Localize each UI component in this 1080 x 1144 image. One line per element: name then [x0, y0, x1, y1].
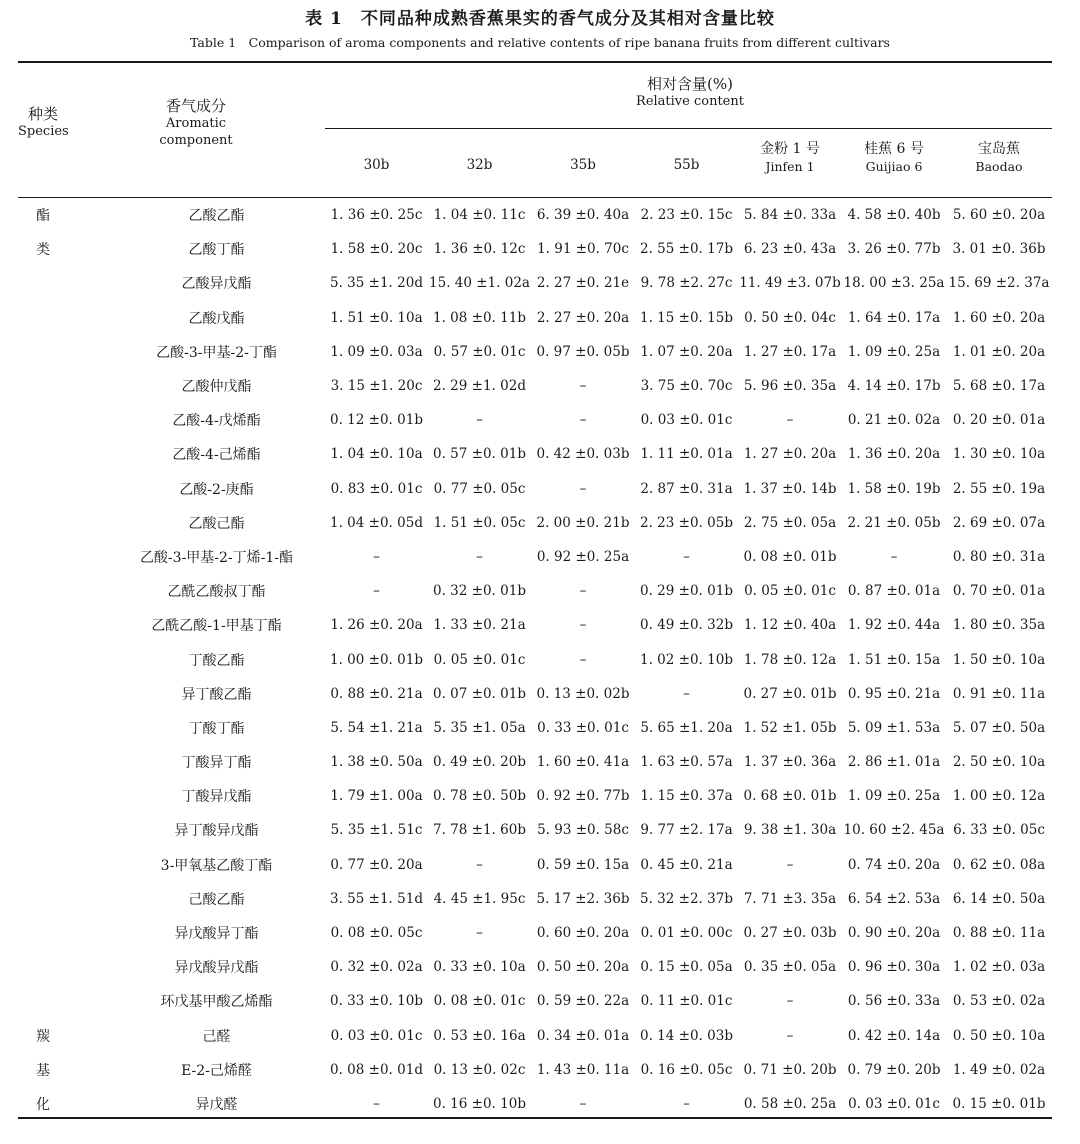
value-cell: 0. 77 ±0. 20a: [330, 856, 423, 873]
species-header-zh: 种类: [27, 105, 58, 123]
table-row: [18, 472, 1052, 506]
value-cell: 0. 15 ±0. 05a: [640, 959, 733, 976]
value-cell: 0. 03 ±0. 01c: [640, 412, 733, 429]
component-cell: 丁酸异丁酯: [181, 755, 252, 772]
value-cell: 5. 32 ±2. 37b: [640, 890, 733, 907]
value-cell: 9. 77 ±2. 17a: [640, 822, 733, 839]
value-cell: 2. 23 ±0. 05b: [640, 514, 733, 531]
species-cell: [18, 266, 108, 300]
value-cell: 3. 55 ±1. 51d: [330, 890, 423, 907]
value-cell: 0. 21 ±0. 02a: [847, 412, 941, 429]
value-cell: 3. 01 ±0. 36b: [952, 241, 1046, 258]
table-row: [18, 882, 1052, 916]
component-cell: 异丁酸乙酯: [181, 686, 252, 703]
value-cell: 2. 75 ±0. 05a: [743, 514, 837, 531]
component-cell: 异戊酸异戊酯: [174, 960, 259, 977]
value-cell: 1. 80 ±0. 35a: [952, 617, 1046, 634]
value-cell: 2. 29 ±1. 02d: [433, 378, 526, 395]
col-head-jinfen: [738, 140, 842, 176]
value-cell: –: [683, 685, 690, 702]
value-cell: 0. 16 ±0. 05c: [640, 1061, 733, 1078]
value-cell: –: [786, 1027, 794, 1044]
value-cell: 10. 60 ±2. 45a: [843, 822, 945, 839]
value-cell: 1. 49 ±0. 02a: [952, 1061, 1046, 1078]
value-cell: 5. 96 ±0. 35a: [743, 378, 837, 395]
value-cell: 2. 27 ±0. 21e: [536, 275, 630, 292]
value-cell: –: [683, 1095, 690, 1112]
value-cell: 0. 77 ±0. 05c: [433, 480, 526, 497]
relative-content-header: [560, 76, 820, 110]
value-cell: 3. 15 ±1. 20c: [330, 378, 423, 395]
value-cell: 1. 58 ±0. 20c: [330, 241, 423, 258]
value-cell: 0. 03 ±0. 01c: [330, 1027, 423, 1044]
value-cell: 5. 65 ±1. 20a: [640, 719, 733, 736]
species-cell: [18, 779, 108, 813]
value-cell: 0. 03 ±0. 01c: [848, 1095, 940, 1112]
value-cell: 1. 91 ±0. 70c: [537, 241, 629, 258]
value-cell: 5. 60 ±0. 20a: [952, 207, 1046, 224]
col-head-guijiao: [842, 140, 946, 176]
value-cell: 0. 08 ±0. 01c: [433, 993, 526, 1010]
table-row: [18, 916, 1052, 950]
value-cell: 2. 27 ±0. 20a: [536, 309, 630, 326]
value-cell: 1. 37 ±0. 36a: [743, 754, 837, 771]
aroma-header-en-2: component: [159, 133, 233, 148]
component-cell: 乙酸-4-戊烯酯: [172, 413, 261, 430]
value-cell: 0. 32 ±0. 01b: [433, 583, 526, 600]
value-cell: 0. 57 ±0. 01c: [433, 343, 526, 360]
value-cell: 0. 32 ±0. 02a: [330, 959, 423, 976]
species-header: [18, 106, 68, 140]
value-cell: 1. 64 ±0. 17a: [847, 309, 941, 326]
value-cell: 1. 02 ±0. 10b: [640, 651, 733, 668]
value-cell: 0. 08 ±0. 05c: [330, 925, 423, 942]
value-cell: 1. 04 ±0. 05d: [330, 514, 423, 531]
species-cell: 酯: [36, 208, 50, 225]
species-header-en: Species: [18, 124, 69, 139]
species-cell: 类: [36, 242, 50, 259]
value-cell: 1. 07 ±0. 20a: [640, 343, 733, 360]
table-row: [18, 369, 1052, 403]
component-cell: 乙酰乙酸-1-甲基丁酯: [151, 618, 282, 635]
value-cell: 15. 69 ±2. 37a: [948, 275, 1050, 292]
value-cell: 1. 92 ±0. 44a: [847, 617, 941, 634]
species-cell: [18, 813, 108, 847]
value-cell: 0. 92 ±0. 25a: [536, 548, 630, 565]
value-cell: 0. 20 ±0. 01a: [952, 412, 1046, 429]
value-cell: 0. 27 ±0. 01b: [743, 685, 837, 702]
value-cell: 0. 49 ±0. 20b: [433, 754, 526, 771]
value-cell: 1. 51 ±0. 15a: [847, 651, 941, 668]
value-cell: 5. 93 ±0. 58c: [537, 822, 629, 839]
table-row: [18, 642, 1052, 676]
value-cell: 0. 53 ±0. 16a: [433, 1027, 526, 1044]
value-cell: –: [786, 856, 794, 873]
value-cell: 0. 74 ±0. 20a: [847, 856, 941, 873]
value-cell: 0. 15 ±0. 01b: [952, 1095, 1046, 1112]
value-cell: 1. 08 ±0. 11b: [433, 309, 526, 326]
species-cell: [18, 369, 108, 403]
table-row: [18, 198, 1052, 232]
component-cell: 乙酸异戊酯: [181, 276, 252, 293]
component-cell: 乙酸丁酯: [188, 242, 245, 259]
value-cell: 7. 71 ±3. 35a: [743, 890, 837, 907]
table-row: [18, 540, 1052, 574]
value-cell: 0. 13 ±0. 02b: [536, 685, 630, 702]
component-cell: 3-甲氧基乙酸丁酯: [160, 857, 273, 874]
table-row: [18, 1019, 1052, 1053]
value-cell: 1. 51 ±0. 05c: [433, 514, 526, 531]
value-cell: 0. 60 ±0. 20a: [536, 925, 630, 942]
value-cell: 0. 42 ±0. 03b: [536, 446, 630, 463]
value-cell: 1. 51 ±0. 10a: [330, 309, 423, 326]
value-cell: 6. 14 ±0. 50a: [952, 890, 1046, 907]
component-cell: 乙酸-3-甲基-2-丁酯: [156, 344, 277, 361]
value-cell: 0. 16 ±0. 10b: [433, 1095, 526, 1112]
table-row: [18, 984, 1052, 1018]
value-cell: 0. 71 ±0. 20b: [743, 1061, 837, 1078]
value-cell: –: [579, 378, 587, 395]
value-cell: 0. 59 ±0. 22a: [536, 993, 630, 1010]
table-row: [18, 848, 1052, 882]
species-cell: [18, 540, 108, 574]
table-body: [18, 198, 1052, 1121]
value-cell: 1. 02 ±0. 03a: [952, 959, 1046, 976]
species-cell: [18, 574, 108, 608]
component-cell: 乙酸-2-庚酯: [179, 481, 254, 498]
value-cell: 0. 13 ±0. 02c: [433, 1061, 526, 1078]
value-cell: –: [373, 1095, 380, 1112]
col-head-55b: 55b: [673, 157, 700, 173]
value-cell: 1. 09 ±0. 25a: [847, 788, 941, 805]
component-cell: 异戊酸异丁酯: [174, 926, 259, 943]
value-cell: 0. 79 ±0. 20b: [847, 1061, 941, 1078]
table-row: [18, 711, 1052, 745]
value-cell: 1. 00 ±0. 01b: [330, 651, 423, 668]
value-cell: 6. 54 ±2. 53a: [847, 890, 941, 907]
value-cell: 2. 50 ±0. 10a: [952, 754, 1046, 771]
value-cell: 0. 56 ±0. 33a: [847, 993, 941, 1010]
value-cell: 1. 37 ±0. 14b: [743, 480, 837, 497]
species-cell: [18, 437, 108, 471]
col-head-baodao-en: Baodao: [975, 159, 1023, 174]
component-cell: 丁酸丁酯: [188, 720, 245, 737]
value-cell: 9. 38 ±1. 30a: [743, 822, 837, 839]
value-cell: –: [579, 1095, 587, 1112]
species-cell: [18, 608, 108, 642]
relative-content-rule: [325, 128, 1052, 129]
value-cell: 0. 33 ±0. 10a: [433, 959, 526, 976]
value-cell: 7. 78 ±1. 60b: [433, 822, 526, 839]
value-cell: 9. 78 ±2. 27c: [640, 275, 733, 292]
value-cell: 5. 07 ±0. 50a: [952, 719, 1046, 736]
table-row: [18, 403, 1052, 437]
species-cell: 羰: [36, 1028, 50, 1045]
value-cell: 1. 50 ±0. 10a: [952, 651, 1046, 668]
table-row: [18, 608, 1052, 642]
value-cell: 0. 29 ±0. 01b: [640, 583, 733, 600]
component-cell: 异戊醛: [195, 1096, 238, 1113]
species-cell: [18, 848, 108, 882]
value-cell: 0. 50 ±0. 10a: [952, 1027, 1046, 1044]
species-cell: [18, 745, 108, 779]
value-cell: –: [579, 617, 587, 634]
value-cell: 0. 92 ±0. 77b: [536, 788, 630, 805]
table-title-en: Table 1 Comparison of aroma components and relative contents of ripe banana fruits from different cultivars: [190, 35, 890, 50]
value-cell: 1. 58 ±0. 19b: [847, 480, 941, 497]
species-cell: [18, 711, 108, 745]
value-cell: 1. 36 ±0. 20a: [847, 446, 941, 463]
component-cell: E-2-己烯醛: [181, 1062, 252, 1079]
value-cell: 2. 23 ±0. 15c: [640, 207, 733, 224]
value-cell: 0. 05 ±0. 01c: [744, 583, 836, 600]
top-rule: [18, 61, 1052, 63]
table-row: [18, 1087, 1052, 1121]
value-cell: 3. 26 ±0. 77b: [847, 241, 941, 258]
value-cell: 1. 09 ±0. 03a: [330, 343, 423, 360]
value-cell: 0. 08 ±0. 01b: [743, 548, 837, 565]
value-cell: 2. 69 ±0. 07a: [952, 514, 1046, 531]
value-cell: –: [476, 412, 483, 429]
value-cell: 1. 60 ±0. 41a: [536, 754, 630, 771]
value-cell: 0. 70 ±0. 01a: [952, 583, 1046, 600]
value-cell: 1. 09 ±0. 25a: [847, 343, 941, 360]
species-cell: [18, 403, 108, 437]
value-cell: 0. 83 ±0. 01c: [330, 480, 423, 497]
value-cell: 0. 91 ±0. 11a: [952, 685, 1046, 702]
value-cell: –: [786, 993, 794, 1010]
value-cell: 1. 04 ±0. 10a: [330, 446, 423, 463]
col-head-baodao: [946, 140, 1052, 176]
value-cell: 0. 78 ±0. 50b: [433, 788, 526, 805]
table-row: [18, 1053, 1052, 1087]
col-head-guijiao-en: Guijiao 6: [865, 159, 923, 174]
value-cell: 1. 38 ±0. 50a: [330, 754, 423, 771]
value-cell: 0. 50 ±0. 20a: [536, 959, 630, 976]
value-cell: 2. 55 ±0. 19a: [952, 480, 1046, 497]
col-head-30b: 30b: [363, 157, 390, 173]
value-cell: 6. 33 ±0. 05c: [953, 822, 1045, 839]
aroma-header-en-1: Aromatic: [165, 116, 227, 131]
col-head-baodao-zh: 宝岛蕉: [978, 141, 1020, 157]
species-cell: [18, 506, 108, 540]
value-cell: 0. 58 ±0. 25a: [743, 1095, 837, 1112]
value-cell: 3. 75 ±0. 70c: [640, 378, 733, 395]
col-head-35b: 35b: [570, 157, 596, 173]
table-row: [18, 506, 1052, 540]
value-cell: 1. 04 ±0. 11c: [433, 207, 526, 224]
value-cell: 0. 07 ±0. 01b: [433, 685, 526, 702]
value-cell: 2. 86 ±1. 01a: [847, 754, 941, 771]
value-cell: 1. 27 ±0. 20a: [743, 446, 837, 463]
species-cell: [18, 916, 108, 950]
value-cell: 0. 97 ±0. 05b: [536, 343, 630, 360]
value-cell: 6. 39 ±0. 40a: [536, 207, 630, 224]
value-cell: 2. 21 ±0. 05b: [847, 514, 941, 531]
value-cell: 0. 08 ±0. 01d: [330, 1061, 423, 1078]
component-cell: 环戊基甲酸乙烯酯: [160, 994, 273, 1011]
value-cell: 0. 95 ±0. 21a: [847, 685, 941, 702]
value-cell: 4. 14 ±0. 17b: [847, 378, 941, 395]
relative-content-header-zh: 相对含量(%): [647, 75, 733, 93]
value-cell: 1. 30 ±0. 10a: [952, 446, 1046, 463]
value-cell: 0. 33 ±0. 10b: [330, 993, 423, 1010]
value-cell: –: [579, 583, 587, 600]
value-cell: –: [579, 480, 587, 497]
component-cell: 乙酰乙酸叔丁酯: [167, 584, 266, 601]
value-cell: 2. 55 ±0. 17b: [640, 241, 733, 258]
value-cell: 1. 00 ±0. 12a: [952, 788, 1046, 805]
value-cell: 0. 59 ±0. 15a: [536, 856, 630, 873]
value-cell: 5. 35 ±1. 51c: [330, 822, 423, 839]
aroma-table: [18, 198, 1052, 1121]
value-cell: 0. 05 ±0. 01c: [433, 651, 526, 668]
col-head-jinfen-zh: 金粉 1 号: [760, 141, 820, 157]
table-title-zh: 表 1 不同品种成熟香蕉果实的香气成分及其相对含量比较: [305, 9, 775, 29]
value-cell: 2. 00 ±0. 21b: [536, 514, 630, 531]
value-cell: 1. 36 ±0. 25c: [330, 207, 423, 224]
value-cell: 0. 88 ±0. 11a: [952, 925, 1046, 942]
component-cell: 己酸乙酯: [188, 891, 245, 908]
value-cell: –: [373, 583, 380, 600]
value-cell: 1. 43 ±0. 11a: [536, 1061, 630, 1078]
table-row: [18, 813, 1052, 847]
value-cell: 4. 45 ±1. 95c: [433, 890, 526, 907]
value-cell: 1. 26 ±0. 20a: [330, 617, 423, 634]
value-cell: 1. 27 ±0. 17a: [743, 343, 837, 360]
value-cell: 5. 35 ±1. 20d: [330, 275, 423, 292]
value-cell: 1. 63 ±0. 57a: [640, 754, 733, 771]
value-cell: 1. 15 ±0. 15b: [640, 309, 733, 326]
component-cell: 丁酸乙酯: [188, 652, 245, 669]
species-cell: 基: [36, 1062, 50, 1079]
value-cell: 0. 50 ±0. 04c: [744, 309, 836, 326]
value-cell: 2. 87 ±0. 31a: [640, 480, 733, 497]
col-head-32b: 32b: [466, 157, 493, 173]
species-cell: [18, 984, 108, 1018]
table-row: [18, 232, 1052, 266]
value-cell: –: [579, 651, 587, 668]
species-cell: [18, 882, 108, 916]
value-cell: 1. 79 ±1. 00a: [330, 788, 423, 805]
value-cell: 6. 23 ±0. 43a: [743, 241, 837, 258]
value-cell: 0. 49 ±0. 32b: [640, 617, 733, 634]
table-row: [18, 745, 1052, 779]
value-cell: 0. 88 ±0. 21a: [330, 685, 423, 702]
species-cell: [18, 677, 108, 711]
value-cell: 5. 09 ±1. 53a: [847, 719, 941, 736]
component-cell: 乙酸戊酯: [188, 310, 245, 327]
value-cell: 0. 80 ±0. 31a: [952, 548, 1046, 565]
value-cell: 0. 14 ±0. 03b: [640, 1027, 733, 1044]
species-cell: [18, 950, 108, 984]
value-cell: –: [373, 548, 380, 565]
component-cell: 异丁酸异戊酯: [174, 823, 259, 840]
value-cell: 18. 00 ±3. 25a: [843, 275, 945, 292]
value-cell: 0. 34 ±0. 01a: [536, 1027, 630, 1044]
component-cell: 乙酸己酯: [188, 515, 245, 532]
value-cell: –: [579, 412, 587, 429]
value-cell: 0. 62 ±0. 08a: [952, 856, 1046, 873]
value-cell: 0. 45 ±0. 21a: [640, 856, 733, 873]
value-cell: 5. 68 ±0. 17a: [952, 378, 1046, 395]
value-cell: 0. 68 ±0. 01b: [743, 788, 837, 805]
value-cell: 0. 11 ±0. 01c: [640, 993, 733, 1010]
value-cell: 0. 96 ±0. 30a: [847, 959, 941, 976]
value-cell: 0. 42 ±0. 14a: [847, 1027, 941, 1044]
value-cell: 1. 12 ±0. 40a: [743, 617, 837, 634]
component-cell: 乙酸仲戊酯: [181, 379, 252, 396]
value-cell: 1. 11 ±0. 01a: [640, 446, 733, 463]
value-cell: 0. 35 ±0. 05a: [743, 959, 837, 976]
value-cell: 11. 49 ±3. 07b: [739, 275, 841, 292]
aroma-header: [108, 98, 284, 149]
value-cell: 0. 27 ±0. 03b: [743, 925, 837, 942]
relative-content-header-en: Relative content: [636, 94, 744, 109]
table-row: [18, 437, 1052, 471]
species-cell: 化: [36, 1096, 50, 1113]
component-cell: 己醛: [202, 1028, 231, 1045]
species-cell: [18, 642, 108, 676]
species-cell: [18, 301, 108, 335]
table-row: [18, 301, 1052, 335]
value-cell: 1. 33 ±0. 21a: [433, 617, 526, 634]
value-cell: 0. 01 ±0. 00c: [640, 925, 733, 942]
value-cell: 0. 87 ±0. 01a: [847, 583, 941, 600]
value-cell: –: [890, 548, 898, 565]
value-cell: 1. 52 ±1. 05b: [743, 719, 837, 736]
value-cell: 0. 53 ±0. 02a: [952, 993, 1046, 1010]
value-cell: –: [683, 548, 690, 565]
col-head-jinfen-en: Jinfen 1: [765, 159, 815, 174]
value-cell: 1. 36 ±0. 12c: [433, 241, 526, 258]
col-head-guijiao-zh: 桂蕉 6 号: [864, 141, 924, 157]
value-cell: 5. 35 ±1. 05a: [433, 719, 526, 736]
value-cell: –: [476, 856, 483, 873]
component-cell: 乙酸-3-甲基-2-丁烯-1-酯: [139, 549, 294, 566]
value-cell: 1. 78 ±0. 12a: [743, 651, 837, 668]
value-cell: 5. 84 ±0. 33a: [743, 207, 837, 224]
value-cell: 0. 33 ±0. 01c: [537, 719, 629, 736]
table-row: [18, 335, 1052, 369]
table-row: [18, 779, 1052, 813]
value-cell: –: [786, 412, 794, 429]
table-row: [18, 266, 1052, 300]
value-cell: 5. 54 ±1. 21a: [330, 719, 423, 736]
value-cell: 0. 57 ±0. 01b: [433, 446, 526, 463]
value-cell: 15. 40 ±1. 02a: [429, 275, 530, 292]
value-cell: 1. 15 ±0. 37a: [640, 788, 733, 805]
table-row: [18, 950, 1052, 984]
component-cell: 丁酸异戊酯: [181, 789, 252, 806]
component-cell: 乙酸-4-己烯酯: [172, 447, 261, 464]
value-cell: –: [476, 925, 483, 942]
value-cell: 0. 12 ±0. 01b: [330, 412, 423, 429]
value-cell: –: [476, 548, 483, 565]
value-cell: 5. 17 ±2. 36b: [536, 890, 630, 907]
table-row: [18, 677, 1052, 711]
aroma-header-zh: 香气成分: [165, 97, 226, 115]
value-cell: 1. 60 ±0. 20a: [952, 309, 1046, 326]
table-row: [18, 574, 1052, 608]
species-cell: [18, 335, 108, 369]
value-cell: 4. 58 ±0. 40b: [847, 207, 941, 224]
value-cell: 0. 90 ±0. 20a: [847, 925, 941, 942]
value-cell: 1. 01 ±0. 20a: [952, 343, 1046, 360]
species-cell: [18, 472, 108, 506]
component-cell: 乙酸乙酯: [188, 208, 245, 225]
